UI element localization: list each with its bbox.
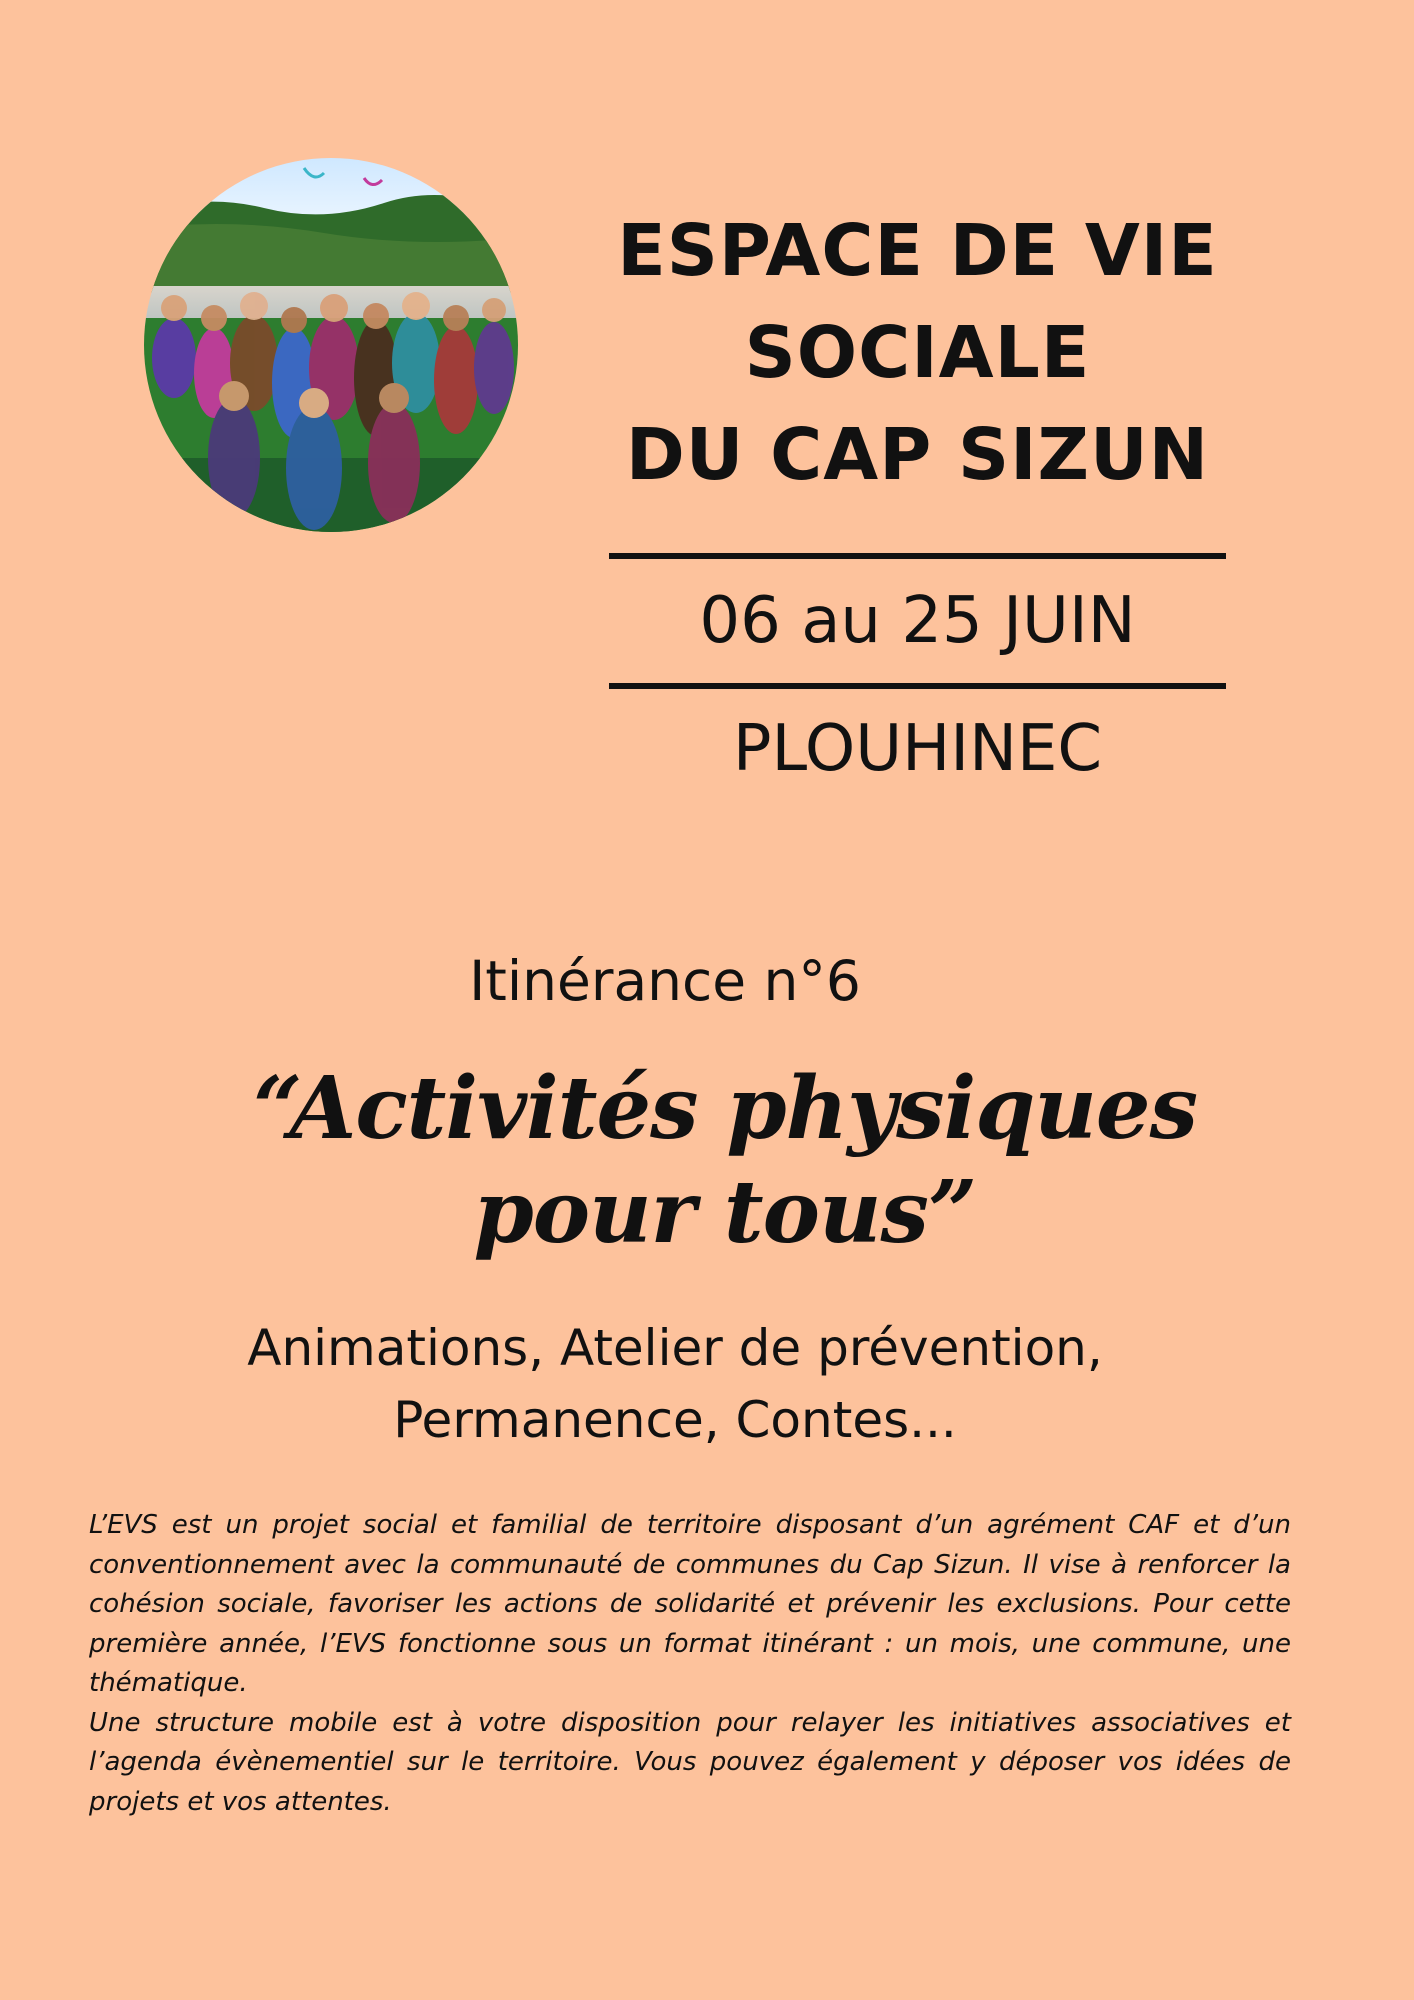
description [89,1506,1291,1822]
description-paragraph-1: L’EVS est un projet social et familial de territoire disposant d’un agrément CAF et d’un conventionnement avec la communauté de communes du Cap Sizun. Il vise à renforcer la cohésion sociale, favoriser les actions de solidarité et prévenir les exclusions. Pour cette première année, l’EVS fonctionne sous un format itinérant : un mois, une commune, une thématique. [89,1510,1291,1698]
divider-top [609,553,1226,559]
itinerance-label: Itinérance n°6 [469,949,861,1013]
event-theme: “Activités physiques pour tous” [252,1058,1198,1263]
description-paragraph-2: Une structure mobile est à votre disposition pour relayer les initiatives associatives et l’agenda évènementiel sur le territoire. Vous pouvez également y déposer vos idées de projets et vos attentes. [89,1707,1291,1817]
activities-list [160,1312,1190,1456]
divider-bottom [609,683,1226,689]
activities-line-1: Animations, Atelier de prévention, [247,1319,1103,1377]
title-line-2: SOCIALE [744,311,1091,394]
event-dates: 06 au 25 JUIN [699,584,1136,658]
main-title [600,200,1235,506]
group-photo [144,158,518,532]
title-line-1: ESPACE DE VIE [617,209,1218,292]
activities-line-2: Permanence, Contes... [393,1391,957,1449]
event-city: PLOUHINEC [732,712,1103,786]
title-line-3: DU CAP SIZUN [625,413,1210,496]
